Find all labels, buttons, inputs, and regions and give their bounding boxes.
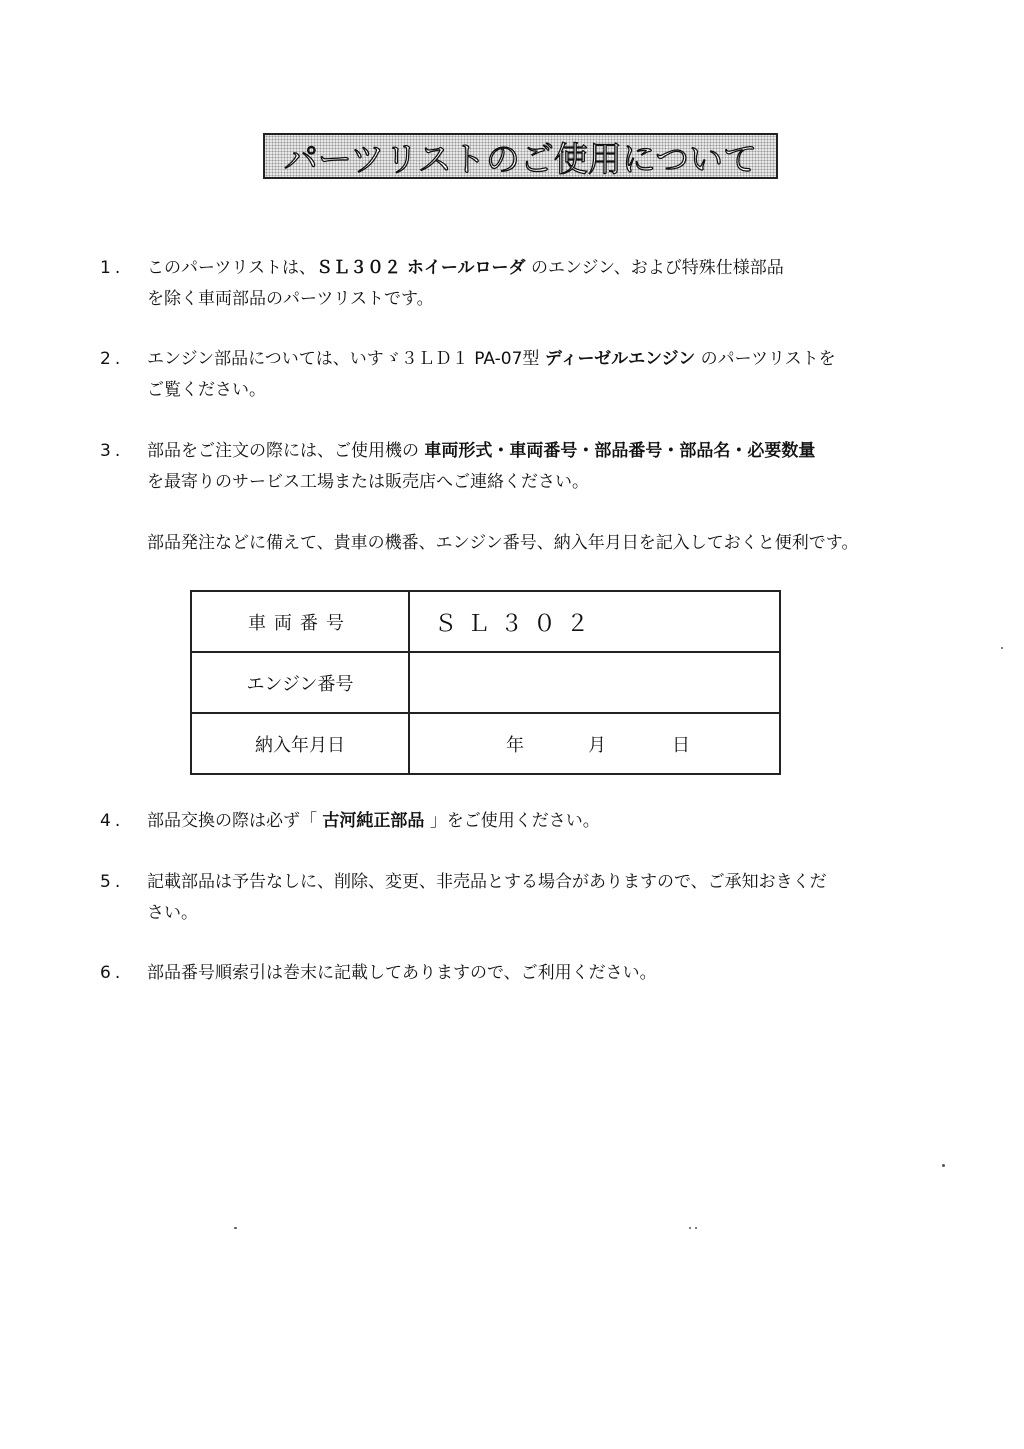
item-line-2: を最寄りのサービス工場または販売店へご連絡ください。	[147, 472, 589, 492]
scan-speck	[1001, 647, 1003, 649]
delivery-date-value	[409, 713, 780, 774]
table-row	[191, 713, 780, 774]
table-row	[191, 591, 780, 652]
list-item-5	[100, 867, 940, 929]
item-line-1: 記載部品は予告なしに、削除、変更、非売品とする場合がありますので、ご承知おきくだ	[147, 872, 827, 892]
engine-number-label: エンジン番号	[191, 652, 409, 713]
item-line-2: ご覧ください。	[147, 380, 266, 400]
list-item-6	[100, 958, 940, 989]
item-line-2: を除く車両部品のパーツリストです。	[147, 289, 434, 309]
scan-speck	[234, 1227, 237, 1229]
item-line-1: このパーツリストは、ＳＬ３０２ ホイールローダ のエンジン、および特殊仕様部品	[147, 258, 784, 278]
engine-number-value	[409, 652, 780, 713]
item-number: 4.	[100, 811, 125, 831]
list-item-1	[100, 253, 940, 315]
item-line-1: エンジン部品については、いすゞ３ＬＤ１ PA-07型 ディーゼルエンジン のパーツリストを	[147, 349, 836, 369]
item-number: 1.	[100, 258, 125, 278]
year-label: 年	[506, 734, 524, 756]
page-title	[263, 133, 778, 179]
day-label: 日	[672, 734, 690, 756]
scan-speck	[942, 1164, 945, 1167]
page-title-text: パーツリストのご使用について	[283, 139, 758, 180]
list-item-2	[100, 344, 940, 406]
table-row	[191, 652, 780, 713]
vehicle-info-table	[190, 590, 781, 775]
scan-speck	[689, 1227, 691, 1229]
scan-speck	[695, 1227, 697, 1229]
item-number: 3.	[100, 441, 125, 461]
item-number: 6.	[100, 963, 125, 983]
order-fields: 車両形式・車両番号・部品番号・部品名・必要数量	[424, 441, 816, 461]
delivery-date-label: 納入年月日	[191, 713, 409, 774]
engine-name: ディーゼルエンジン	[544, 349, 696, 369]
list-item-3	[100, 436, 940, 498]
vehicle-number-label: 車両番号	[191, 591, 409, 652]
genuine-parts: 古河純正部品	[322, 811, 425, 831]
item-line-1: 部品交換の際は必ず「 古河純正部品 」をご使用ください。	[147, 811, 600, 831]
month-label: 月	[588, 734, 606, 756]
list-item-4	[100, 806, 940, 837]
vehicle-number-value: ＳＬ３０２	[409, 591, 780, 652]
note-text: 部品発注などに備えて、貴車の機番、エンジン番号、納入年月日を記入しておくと便利です。	[147, 533, 859, 553]
item-number: 5.	[100, 872, 125, 892]
item-line-2: さい。	[147, 903, 198, 923]
item-number: 2.	[100, 349, 125, 369]
item-line-1: 部品番号順索引は巻末に記載してありますので、ご利用ください。	[147, 963, 657, 983]
model-name: ＳＬ３０２ ホイールローダ	[315, 258, 526, 278]
item-line-1: 部品をご注文の際には、ご使用機の 車両形式・車両番号・部品番号・部品名・必要数量	[147, 441, 816, 461]
